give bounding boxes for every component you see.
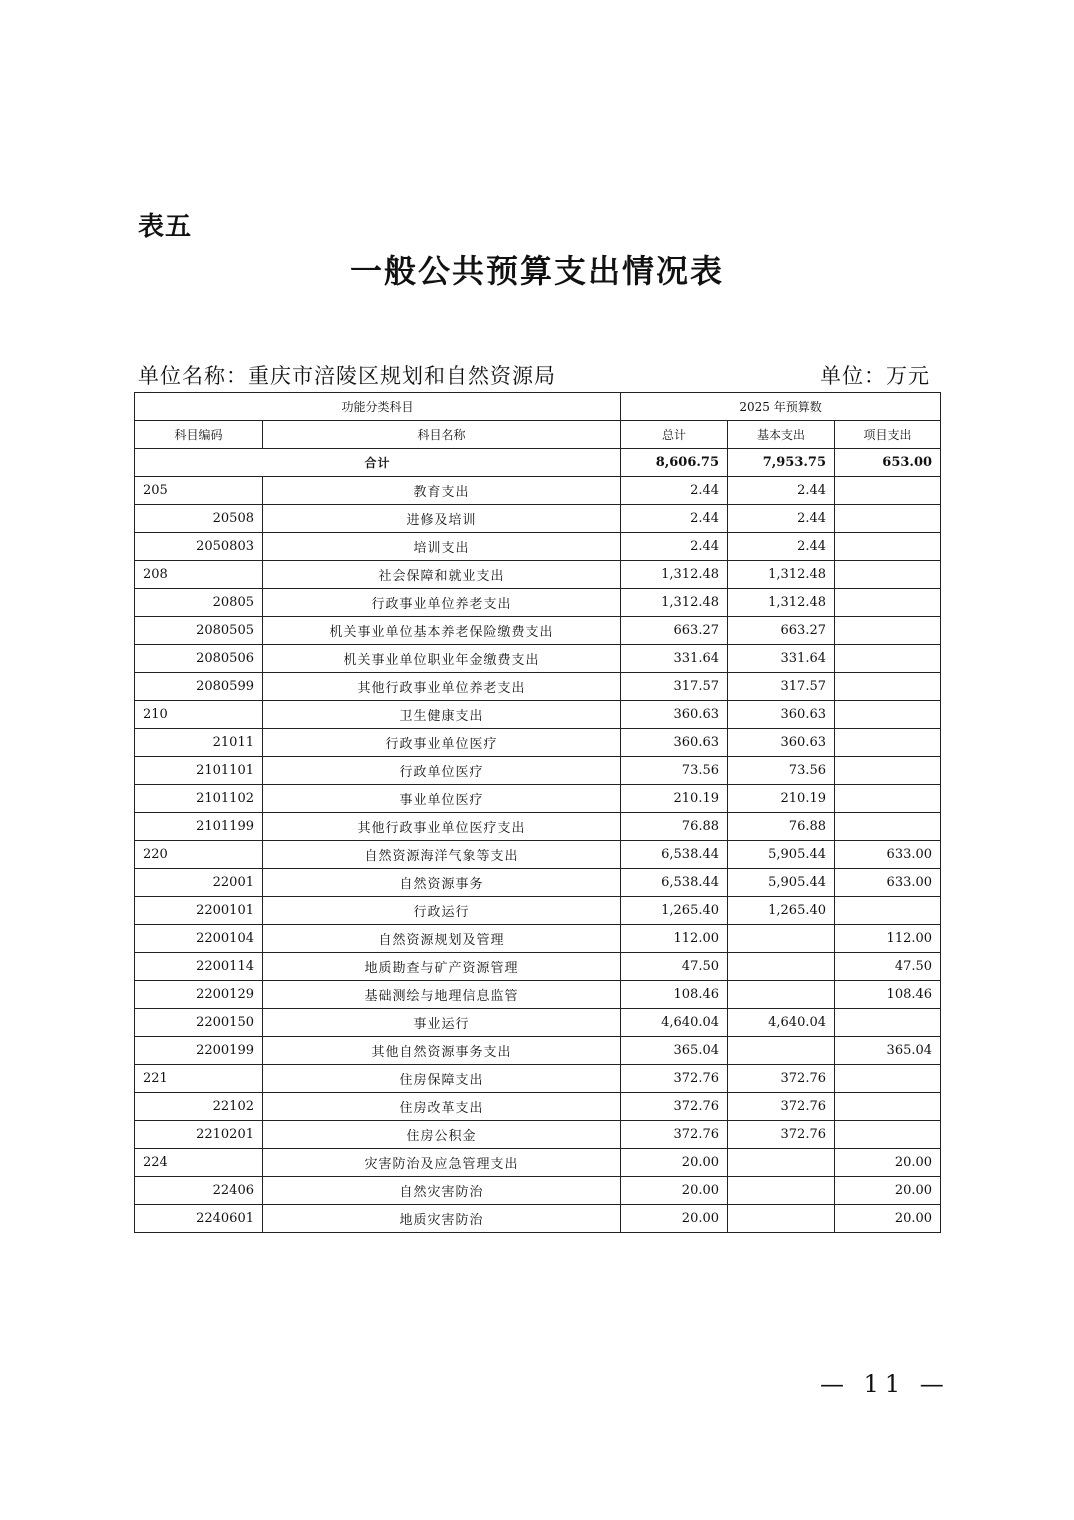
total-sum: 8,606.75 xyxy=(621,449,728,477)
row-basic: 73.56 xyxy=(728,757,835,785)
header-row-group xyxy=(135,393,941,421)
row-project xyxy=(835,813,941,841)
table-row xyxy=(135,561,941,589)
row-basic: 2.44 xyxy=(728,533,835,561)
header-total: 总计 xyxy=(621,421,728,449)
row-code: 21011 xyxy=(135,729,263,757)
row-basic xyxy=(728,1037,835,1065)
row-name: 事业运行 xyxy=(263,1009,621,1037)
row-total: 372.76 xyxy=(621,1093,728,1121)
row-project xyxy=(835,1065,941,1093)
row-name: 住房公积金 xyxy=(263,1121,621,1149)
row-code: 2200129 xyxy=(135,981,263,1009)
row-code: 220 xyxy=(135,841,263,869)
row-project: 112.00 xyxy=(835,925,941,953)
row-code: 210 xyxy=(135,701,263,729)
table-row xyxy=(135,505,941,533)
table-row xyxy=(135,1037,941,1065)
header-row-columns xyxy=(135,421,941,449)
row-basic: 372.76 xyxy=(728,1093,835,1121)
table-row xyxy=(135,925,941,953)
row-project xyxy=(835,589,941,617)
row-code: 2200101 xyxy=(135,897,263,925)
row-total: 108.46 xyxy=(621,981,728,1009)
row-basic: 372.76 xyxy=(728,1121,835,1149)
header-budget-year: 2025 年预算数 xyxy=(621,393,941,421)
row-project: 20.00 xyxy=(835,1177,941,1205)
row-code: 224 xyxy=(135,1149,263,1177)
table-row xyxy=(135,869,941,897)
row-name: 住房改革支出 xyxy=(263,1093,621,1121)
row-project: 20.00 xyxy=(835,1205,941,1233)
table-row xyxy=(135,1065,941,1093)
unit-line xyxy=(138,360,930,390)
row-code: 2101199 xyxy=(135,813,263,841)
row-basic: 1,312.48 xyxy=(728,561,835,589)
row-total: 372.76 xyxy=(621,1121,728,1149)
row-total: 6,538.44 xyxy=(621,869,728,897)
page-number: — 11 — xyxy=(820,1370,950,1398)
row-project xyxy=(835,645,941,673)
row-name: 其他自然资源事务支出 xyxy=(263,1037,621,1065)
table-row xyxy=(135,813,941,841)
row-basic: 4,640.04 xyxy=(728,1009,835,1037)
row-project: 20.00 xyxy=(835,1149,941,1177)
row-total: 331.64 xyxy=(621,645,728,673)
row-project: 365.04 xyxy=(835,1037,941,1065)
table-row xyxy=(135,673,941,701)
row-basic: 663.27 xyxy=(728,617,835,645)
row-total: 663.27 xyxy=(621,617,728,645)
row-project xyxy=(835,505,941,533)
row-basic: 5,905.44 xyxy=(728,869,835,897)
row-total: 2.44 xyxy=(621,533,728,561)
row-basic: 210.19 xyxy=(728,785,835,813)
row-code: 208 xyxy=(135,561,263,589)
row-name: 机关事业单位基本养老保险缴费支出 xyxy=(263,617,621,645)
row-total: 6,538.44 xyxy=(621,841,728,869)
row-basic xyxy=(728,1149,835,1177)
row-basic xyxy=(728,1205,835,1233)
table-row xyxy=(135,1177,941,1205)
row-project xyxy=(835,617,941,645)
row-project xyxy=(835,533,941,561)
row-project xyxy=(835,673,941,701)
row-code: 2200104 xyxy=(135,925,263,953)
row-basic: 317.57 xyxy=(728,673,835,701)
row-total: 372.76 xyxy=(621,1065,728,1093)
row-total: 360.63 xyxy=(621,701,728,729)
table-row xyxy=(135,981,941,1009)
table-label: 表五 xyxy=(138,212,193,242)
row-total: 4,640.04 xyxy=(621,1009,728,1037)
row-project xyxy=(835,1121,941,1149)
row-basic xyxy=(728,981,835,1009)
row-name: 自然资源海洋气象等支出 xyxy=(263,841,621,869)
total-basic: 7,953.75 xyxy=(728,449,835,477)
row-code: 205 xyxy=(135,477,263,505)
row-project: 633.00 xyxy=(835,869,941,897)
table-row xyxy=(135,1149,941,1177)
row-project xyxy=(835,701,941,729)
table-row xyxy=(135,729,941,757)
row-total: 1,265.40 xyxy=(621,897,728,925)
row-name: 行政单位医疗 xyxy=(263,757,621,785)
row-name: 基础测绘与地理信息监管 xyxy=(263,981,621,1009)
row-code: 2200199 xyxy=(135,1037,263,1065)
row-code: 2200114 xyxy=(135,953,263,981)
row-code: 2080506 xyxy=(135,645,263,673)
row-name: 灾害防治及应急管理支出 xyxy=(263,1149,621,1177)
row-code: 2101102 xyxy=(135,785,263,813)
table-row xyxy=(135,841,941,869)
header-project: 项目支出 xyxy=(835,421,941,449)
row-basic xyxy=(728,925,835,953)
row-basic: 360.63 xyxy=(728,701,835,729)
row-total: 73.56 xyxy=(621,757,728,785)
row-project: 108.46 xyxy=(835,981,941,1009)
header-function-category: 功能分类科目 xyxy=(135,393,621,421)
row-project xyxy=(835,477,941,505)
row-project: 633.00 xyxy=(835,841,941,869)
total-project: 653.00 xyxy=(835,449,941,477)
unit-label: 单位：万元 xyxy=(820,364,930,388)
total-label: 合计 xyxy=(135,449,621,477)
row-basic: 2.44 xyxy=(728,477,835,505)
row-total: 76.88 xyxy=(621,813,728,841)
row-code: 2200150 xyxy=(135,1009,263,1037)
row-total: 210.19 xyxy=(621,785,728,813)
row-name: 卫生健康支出 xyxy=(263,701,621,729)
table-row xyxy=(135,785,941,813)
row-code: 2240601 xyxy=(135,1205,263,1233)
row-code: 2080599 xyxy=(135,673,263,701)
table-row xyxy=(135,701,941,729)
row-total: 112.00 xyxy=(621,925,728,953)
row-name: 进修及培训 xyxy=(263,505,621,533)
total-row xyxy=(135,449,941,477)
budget-table xyxy=(134,392,941,1233)
row-code: 2101101 xyxy=(135,757,263,785)
row-name: 行政事业单位养老支出 xyxy=(263,589,621,617)
table-row xyxy=(135,1093,941,1121)
row-code: 2080505 xyxy=(135,617,263,645)
table-row xyxy=(135,617,941,645)
row-name: 地质灾害防治 xyxy=(263,1205,621,1233)
header-code: 科目编码 xyxy=(135,421,263,449)
row-project xyxy=(835,561,941,589)
row-basic: 331.64 xyxy=(728,645,835,673)
table-row xyxy=(135,1121,941,1149)
table-row xyxy=(135,645,941,673)
row-total: 317.57 xyxy=(621,673,728,701)
table-row xyxy=(135,477,941,505)
table-row xyxy=(135,1205,941,1233)
row-project: 47.50 xyxy=(835,953,941,981)
row-name: 行政运行 xyxy=(263,897,621,925)
table-row xyxy=(135,953,941,981)
row-total: 2.44 xyxy=(621,477,728,505)
row-name: 事业单位医疗 xyxy=(263,785,621,813)
row-name: 地质勘查与矿产资源管理 xyxy=(263,953,621,981)
row-basic: 360.63 xyxy=(728,729,835,757)
row-code: 2210201 xyxy=(135,1121,263,1149)
row-total: 20.00 xyxy=(621,1205,728,1233)
row-code: 22001 xyxy=(135,869,263,897)
row-total: 360.63 xyxy=(621,729,728,757)
row-project xyxy=(835,1093,941,1121)
row-total: 20.00 xyxy=(621,1177,728,1205)
row-code: 20508 xyxy=(135,505,263,533)
page-title: 一般公共预算支出情况表 xyxy=(349,252,724,290)
row-basic: 5,905.44 xyxy=(728,841,835,869)
row-name: 自然资源规划及管理 xyxy=(263,925,621,953)
table-row xyxy=(135,1009,941,1037)
row-total: 1,312.48 xyxy=(621,589,728,617)
row-basic: 372.76 xyxy=(728,1065,835,1093)
row-total: 2.44 xyxy=(621,505,728,533)
row-name: 教育支出 xyxy=(263,477,621,505)
row-name: 培训支出 xyxy=(263,533,621,561)
row-basic: 76.88 xyxy=(728,813,835,841)
row-code: 221 xyxy=(135,1065,263,1093)
row-name: 其他行政事业单位医疗支出 xyxy=(263,813,621,841)
table-row xyxy=(135,533,941,561)
row-name: 住房保障支出 xyxy=(263,1065,621,1093)
row-total: 47.50 xyxy=(621,953,728,981)
row-project xyxy=(835,897,941,925)
row-project xyxy=(835,785,941,813)
row-basic xyxy=(728,953,835,981)
row-name: 社会保障和就业支出 xyxy=(263,561,621,589)
row-basic: 1,312.48 xyxy=(728,589,835,617)
row-basic xyxy=(728,1177,835,1205)
row-name: 自然灾害防治 xyxy=(263,1177,621,1205)
row-name: 机关事业单位职业年金缴费支出 xyxy=(263,645,621,673)
unit-name: 单位名称：重庆市涪陵区规划和自然资源局 xyxy=(138,364,556,388)
row-project xyxy=(835,1009,941,1037)
row-basic: 1,265.40 xyxy=(728,897,835,925)
row-code: 22406 xyxy=(135,1177,263,1205)
row-name: 自然资源事务 xyxy=(263,869,621,897)
header-basic: 基本支出 xyxy=(728,421,835,449)
row-code: 2050803 xyxy=(135,533,263,561)
row-name: 其他行政事业单位养老支出 xyxy=(263,673,621,701)
row-name: 行政事业单位医疗 xyxy=(263,729,621,757)
table-row xyxy=(135,897,941,925)
row-total: 20.00 xyxy=(621,1149,728,1177)
table-row xyxy=(135,757,941,785)
row-code: 20805 xyxy=(135,589,263,617)
row-total: 1,312.48 xyxy=(621,561,728,589)
row-project xyxy=(835,757,941,785)
row-code: 22102 xyxy=(135,1093,263,1121)
header-name: 科目名称 xyxy=(263,421,621,449)
row-project xyxy=(835,729,941,757)
row-basic: 2.44 xyxy=(728,505,835,533)
table-row xyxy=(135,589,941,617)
row-total: 365.04 xyxy=(621,1037,728,1065)
